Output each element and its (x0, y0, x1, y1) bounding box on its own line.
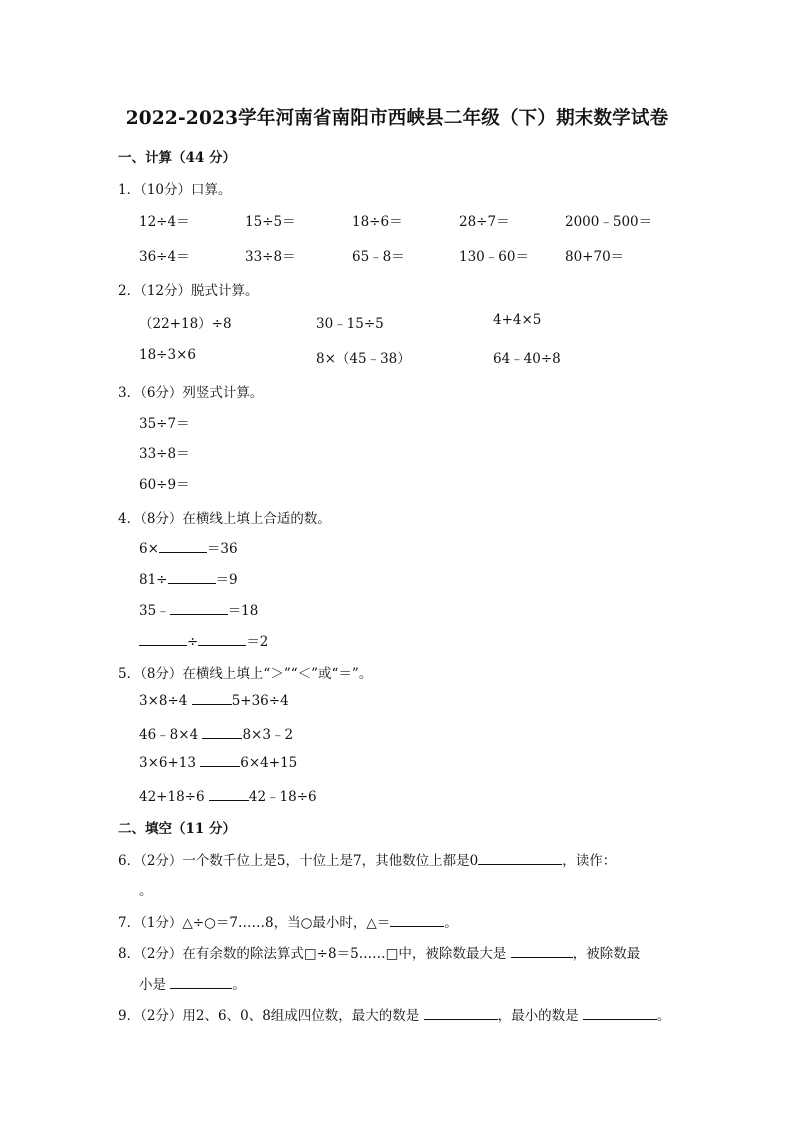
oral-calc-item: 18÷6＝ (352, 214, 403, 230)
answer-blank[interactable] (198, 633, 246, 646)
vertical-calc-item: 33÷8＝ (139, 446, 190, 462)
compare-item: 3×6+13 6×4+15 (139, 755, 298, 771)
answer-blank[interactable] (200, 754, 240, 767)
question-9: 9．（2分）用2、6、0、8组成四位数，最大的数是 ，最小的数是 。 (118, 1008, 671, 1024)
answer-blank[interactable] (583, 1007, 657, 1020)
answer-blank[interactable] (209, 788, 249, 801)
question-7: 7．（1分）△÷○＝7……8，当○最小时，△＝ 。 (118, 915, 458, 931)
section-2-heading: 二、填空（11 分） (118, 821, 236, 837)
fill-number-line: 6× ＝36 (139, 541, 238, 557)
exam-title: 2022-2023学年河南省南阳市西峡县二年级（下）期末数学试卷 (125, 108, 669, 129)
answer-blank[interactable] (170, 976, 232, 989)
oral-calc-item: 36÷4＝ (139, 249, 190, 265)
question-8-continuation: 小是 。 (139, 977, 246, 993)
oral-calc-item: 15÷5＝ (245, 214, 296, 230)
oral-calc-item: 12÷4＝ (139, 214, 190, 230)
fill-number-line: 81÷ ＝9 (139, 572, 238, 588)
answer-blank[interactable] (478, 852, 562, 865)
question-4-label: 4．（8分）在横线上填上合适的数。 (118, 511, 331, 527)
oral-calc-item: 65﹣8＝ (352, 249, 405, 265)
stepwise-calc-item: （22+18）÷8 (139, 316, 232, 332)
vertical-calc-item: 35÷7＝ (139, 416, 190, 432)
answer-blank[interactable] (192, 692, 232, 705)
question-5-label: 5．（8分）在横线上填上“＞”“＜”或“＝”。 (118, 666, 373, 682)
compare-item: 3×8÷4 5+36÷4 (139, 693, 289, 709)
stepwise-calc-item: 18÷3×6 (139, 347, 196, 363)
answer-blank[interactable] (168, 571, 216, 584)
stepwise-calc-item: 30﹣15÷5 (316, 316, 384, 332)
answer-blank[interactable] (424, 1007, 498, 1020)
fill-number-line: ÷ ＝2 (139, 630, 268, 650)
section-1-heading: 一、计算（44 分） (118, 150, 236, 166)
stepwise-calc-item: 64﹣40÷8 (493, 351, 561, 367)
stepwise-calc-item: 4+4×5 (493, 312, 542, 328)
vertical-calc-item: 60÷9＝ (139, 477, 190, 493)
oral-calc-item: 28÷7＝ (459, 214, 510, 230)
answer-blank[interactable] (202, 726, 242, 739)
answer-blank[interactable] (511, 945, 573, 958)
oral-calc-item: 2000﹣500＝ (565, 214, 653, 230)
answer-blank[interactable] (390, 914, 444, 927)
compare-item: 46﹣8×4 8×3﹣2 (139, 727, 294, 743)
answer-blank[interactable] (159, 540, 207, 553)
question-2-label: 2．（12分）脱式计算。 (118, 283, 259, 299)
question-8: 8．（2分）在有余数的除法算式□÷8＝5……□中，被除数最大是 ，被除数最 (118, 946, 641, 962)
question-1-label: 1．（10分）口算。 (118, 182, 232, 198)
question-6: 6．（2分）一个数千位上是5，十位上是7，其他数位上都是0 ，读作： (118, 853, 617, 869)
question-3-label: 3．（6分）列竖式计算。 (118, 385, 264, 401)
answer-blank[interactable] (139, 633, 187, 646)
oral-calc-item: 130﹣60＝ (459, 249, 529, 265)
question-6-continuation: 。 (139, 883, 153, 899)
oral-calc-item: 33÷8＝ (245, 249, 296, 265)
compare-item: 42+18÷6 42﹣18÷6 (139, 789, 317, 805)
oral-calc-item: 80+70＝ (565, 249, 625, 265)
stepwise-calc-item: 8×（45﹣38） (316, 351, 411, 367)
fill-number-line: 35﹣ ＝18 (139, 603, 259, 619)
answer-blank[interactable] (170, 602, 228, 615)
